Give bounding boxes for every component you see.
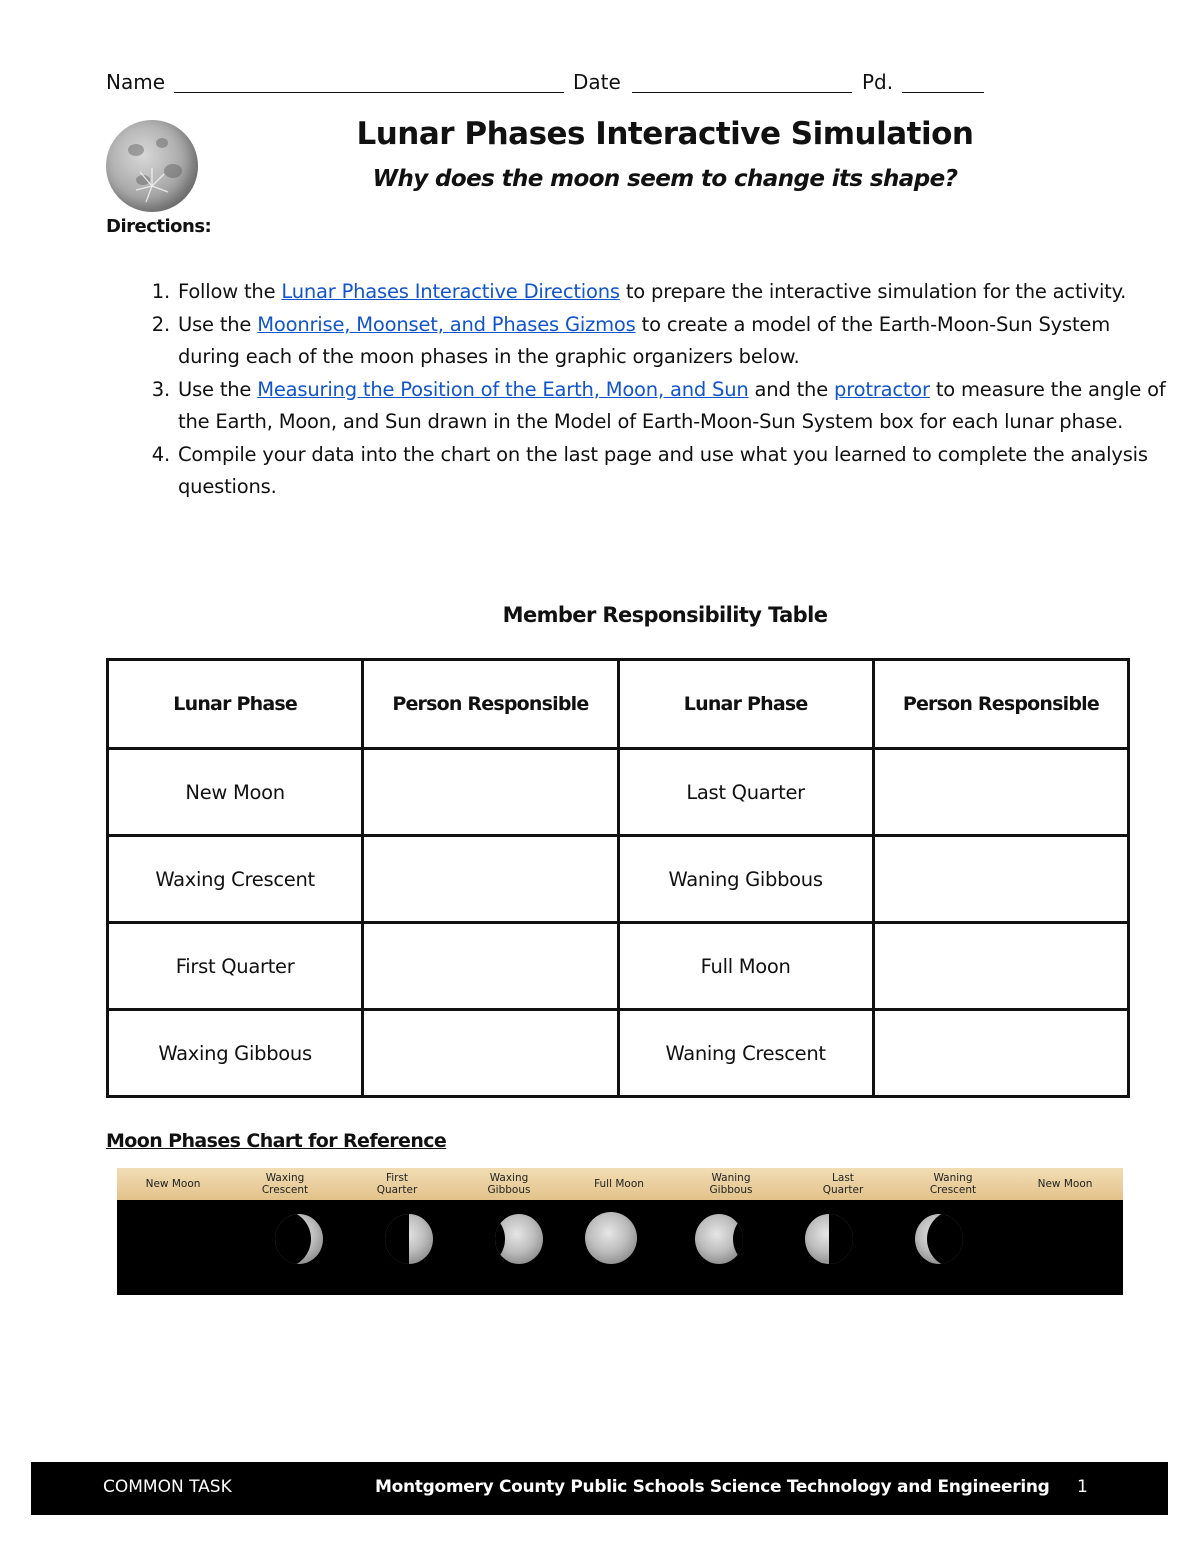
waxing-gibbous-moon-icon <box>495 1214 543 1264</box>
date-blank[interactable] <box>632 92 852 93</box>
header-person-responsible: Person Responsible <box>363 660 618 749</box>
phase-label: First Quarter <box>376 1172 418 1196</box>
footer-organization: Montgomery County Public Schools Science Technology and Engineering <box>375 1477 1050 1497</box>
direction-step <box>176 309 1166 374</box>
step-text: to prepare the interactive simulation for the activity. <box>619 280 1127 303</box>
table-row <box>108 836 1129 923</box>
footer-page-number: 1 <box>1077 1477 1088 1497</box>
table-row <box>108 923 1129 1010</box>
page-footer <box>31 1462 1168 1515</box>
name-blank[interactable] <box>174 92 564 93</box>
direction-step <box>176 276 1166 309</box>
phase-cell: New Moon <box>108 749 363 836</box>
gizmos-link[interactable]: Moonrise, Moonset, and Phases Gizmos <box>257 312 636 336</box>
moon-phases-chart <box>117 1168 1123 1295</box>
page-subtitle: Why does the moon seem to change its shape? <box>372 166 958 192</box>
header-person-responsible: Person Responsible <box>873 660 1128 749</box>
phase-label-band <box>117 1168 1123 1200</box>
phase-cell: Full Moon <box>618 923 873 1010</box>
step-text: to measure the angle of the Earth, Moon, and Sun drawn in the Model of Earth-Moon-Sun System box for each lunar phase. <box>178 377 1166 433</box>
table-row <box>108 749 1129 836</box>
name-label: Name <box>106 70 166 94</box>
responsibility-table <box>106 658 1130 1098</box>
phase-cell: Waning Gibbous <box>618 836 873 923</box>
protractor-link[interactable]: protractor <box>834 377 930 401</box>
last-quarter-moon-icon <box>805 1214 853 1264</box>
directions-list <box>136 276 1166 504</box>
phase-label: Waning Crescent <box>929 1172 977 1196</box>
header-lunar-phase: Lunar Phase <box>618 660 873 749</box>
table-row <box>108 1010 1129 1097</box>
step-text: Compile your data into the chart on the last page and use what you learned to complete the analysis questions. <box>178 442 1148 498</box>
lunar-phases-directions-link[interactable]: Lunar Phases Interactive Directions <box>281 280 620 303</box>
person-cell[interactable] <box>873 1010 1128 1097</box>
phase-label: Last Quarter <box>822 1172 864 1196</box>
date-label: Date <box>573 70 621 94</box>
full-moon-icon <box>585 1212 637 1264</box>
person-cell[interactable] <box>873 923 1128 1010</box>
phase-label: Waxing Gibbous <box>487 1172 531 1196</box>
phase-chart-title: Moon Phases Chart for Reference <box>106 1130 447 1152</box>
phase-cell: Waxing Crescent <box>108 836 363 923</box>
footer-common-task: COMMON TASK <box>103 1477 232 1497</box>
person-cell[interactable] <box>363 1010 618 1097</box>
person-cell[interactable] <box>873 749 1128 836</box>
header-lunar-phase: Lunar Phase <box>108 660 363 749</box>
person-cell[interactable] <box>363 749 618 836</box>
period-blank[interactable] <box>902 92 984 93</box>
step-text: Use the <box>178 312 258 336</box>
period-label: Pd. <box>862 70 894 94</box>
first-quarter-moon-icon <box>385 1214 433 1264</box>
table-header-row <box>108 660 1129 749</box>
phase-label: New Moon <box>145 1178 201 1190</box>
page-title: Lunar Phases Interactive Simulation <box>356 116 974 152</box>
phase-cell: Waxing Gibbous <box>108 1010 363 1097</box>
person-cell[interactable] <box>873 836 1128 923</box>
moon-logo-icon <box>106 120 198 212</box>
step-text: Use the <box>178 377 258 401</box>
directions-label: Directions: <box>106 216 212 237</box>
phase-label: Waxing Crescent <box>261 1172 309 1196</box>
waxing-crescent-moon-icon <box>275 1214 323 1264</box>
phase-cell: First Quarter <box>108 923 363 1010</box>
direction-step <box>176 374 1166 439</box>
phase-label: New Moon <box>1037 1178 1093 1190</box>
responsibility-table-title: Member Responsibility Table <box>502 603 828 627</box>
step-text: Follow the <box>178 280 282 303</box>
person-cell[interactable] <box>363 836 618 923</box>
phase-cell: Last Quarter <box>618 749 873 836</box>
step-text: to create a model of the Earth-Moon-Sun System during each of the moon phases in the graphic organizers below. <box>178 312 1110 368</box>
waning-crescent-moon-icon <box>915 1214 963 1264</box>
phase-cell: Waning Crescent <box>618 1010 873 1097</box>
direction-step <box>176 439 1166 504</box>
phase-label: Full Moon <box>594 1178 644 1190</box>
phase-label: Waning Gibbous <box>709 1172 753 1196</box>
person-cell[interactable] <box>363 923 618 1010</box>
waning-gibbous-moon-icon <box>695 1214 743 1264</box>
step-text: and the <box>748 377 835 401</box>
measuring-position-link[interactable]: Measuring the Position of the Earth, Moon, and Sun <box>257 377 749 401</box>
